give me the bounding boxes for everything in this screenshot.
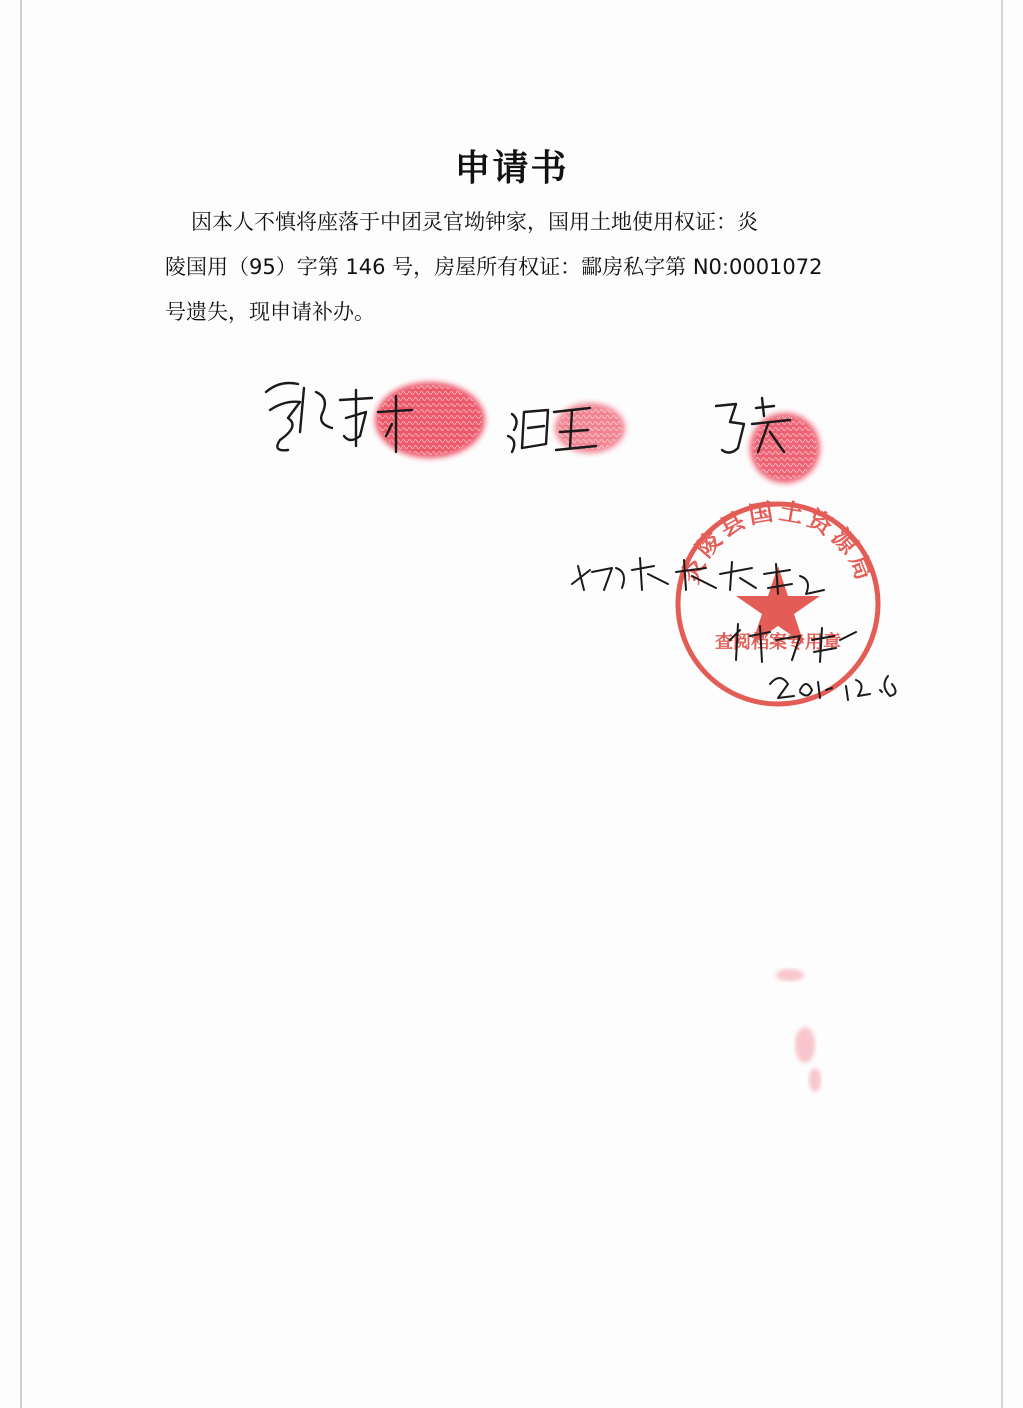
stamp-text-bottom: 查阅档案专用章 <box>715 632 841 653</box>
body-line-1: 因本人不慎将座落于中团灵官坳钟家，国用土地使用权证：炎 <box>191 210 758 234</box>
document-title: 申请书 <box>454 148 569 189</box>
body-line-2: 陵国用（95）字第 146 号，房屋所有权证：酃房私字第 N0:0001072 <box>165 255 823 279</box>
body-line-3: 号遗失，现申请补办。 <box>165 300 375 324</box>
official-stamp <box>676 497 880 704</box>
fingerprint-1 <box>375 382 485 458</box>
stamp-text-top: 炎陵县国土资源局 <box>676 497 880 588</box>
scan-stains <box>776 969 821 1092</box>
